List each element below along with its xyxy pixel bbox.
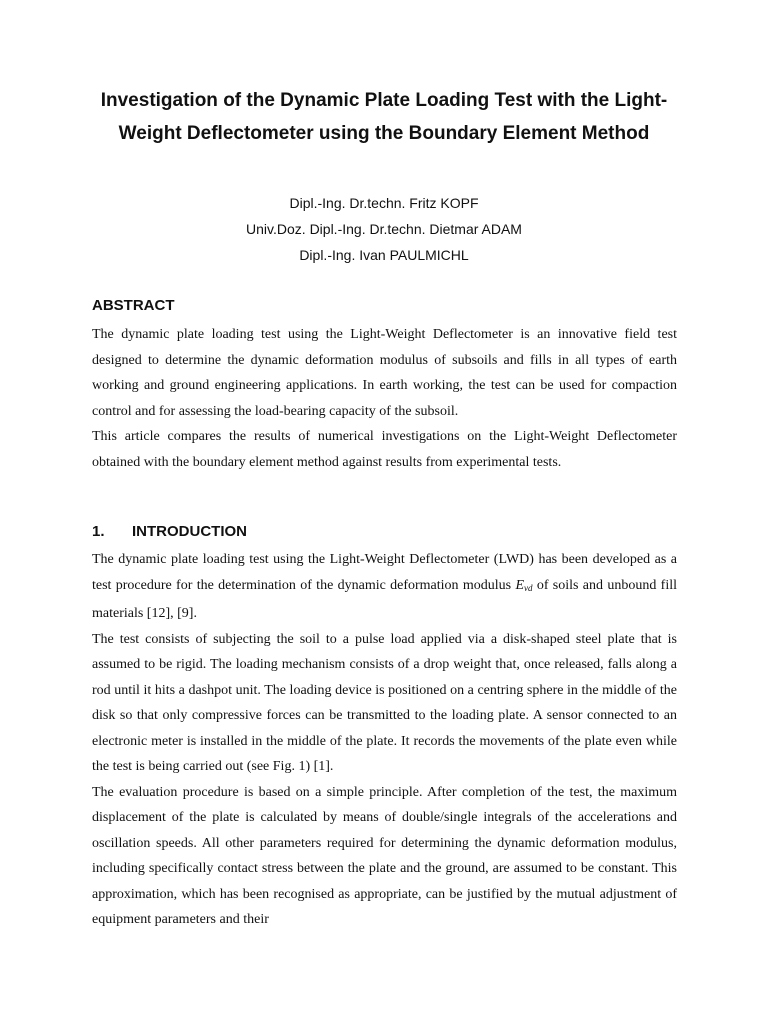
author-2: Univ.Doz. Dipl.-Ing. Dr.techn. Dietmar ADAM — [246, 221, 522, 237]
introduction-paragraph-1 — [92, 547, 677, 627]
modulus-symbol — [515, 578, 532, 593]
author-list — [80, 190, 688, 268]
modulus-symbol-subscript: vd — [524, 582, 533, 593]
introduction-paragraph-2: The test consists of subjecting the soil to a pulse load applied via a disk-shaped steel plate that is assumed to be rigid. The loading mechanism consists of a drop weight that, once released, falls along a rod until it hits a dashpot unit. The loading device is positioned on a centring sphere in the middle of the disk so that only compressive forces can be transmitted to the loading plate. A sensor connected to an electronic meter is installed in the middle of the plate. It records the movements of the plate even while the test is being carried out (see Fig. 1) [1]. — [92, 631, 677, 774]
introduction-paragraph-3: The evaluation procedure is based on a simple principle. After completion of the test, the maximum displacement of the plate is calculated by means of double/single integrals of the accelerations and oscillation speeds. All other parameters required for determining the dynamic deformation modulus, including specifically contact stress between the plate and the ground, are assumed to be constant. This approximation, which has been recognised as appropriate, can be justified by the mutual adjustment of equipment parameters and their — [92, 784, 677, 927]
author-3: Dipl.-Ing. Ivan PAULMICHL — [299, 247, 469, 263]
author-1: Dipl.-Ing. Dr.techn. Fritz KOPF — [289, 195, 479, 211]
abstract-body — [92, 322, 677, 475]
section-number: 1. — [92, 523, 105, 540]
paragraph-text-start: The dynamic plate loading test using the Light-Weight Deflectometer (LWD) has been developed as a test procedure for the determination of the dynamic deformation modulus — [92, 552, 677, 593]
abstract-heading: ABSTRACT — [92, 297, 175, 314]
introduction-body — [92, 547, 677, 933]
section-title: INTRODUCTION — [132, 523, 247, 540]
introduction-heading — [92, 522, 247, 542]
abstract-paragraph-2: This article compares the results of numerical investigations on the Light-Weight Deflectometer obtained with the boundary element method against results from experimental tests. — [92, 429, 677, 470]
abstract-paragraph-1: The dynamic plate loading test using the Light-Weight Deflectometer is an innovative field test designed to determine the dynamic deformation modulus of subsoils and fills in all types of earth working and ground engineering applications. In earth working, the test can be used for compaction control and for assessing the load-bearing capacity of the subsoil. — [92, 327, 677, 419]
paper-title: Investigation of the Dynamic Plate Loading Test with the Light-Weight Deflectometer using the Boundary Element Method — [100, 90, 668, 144]
modulus-symbol-letter: E — [515, 577, 524, 593]
paragraph-text-end: of soils and unbound fill materials [12], [9]. — [92, 577, 677, 621]
